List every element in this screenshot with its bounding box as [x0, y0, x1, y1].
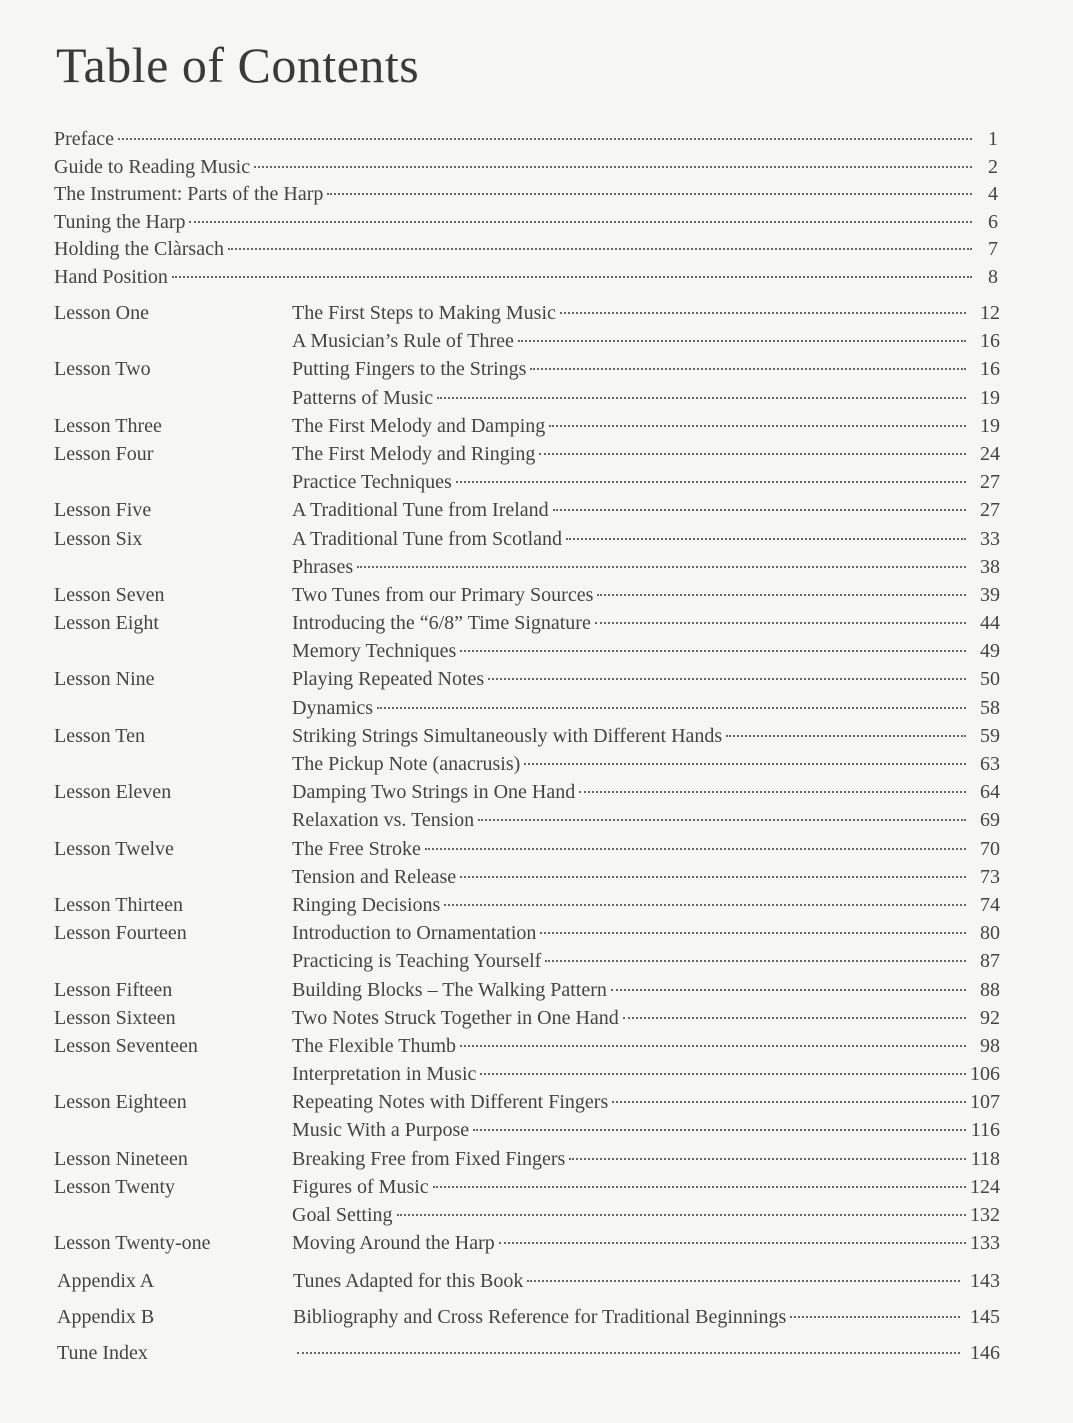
dot-leader [118, 138, 972, 140]
page-number: 49 [980, 640, 1000, 663]
entry-title: Practice Techniques [292, 471, 452, 494]
page-number: 87 [980, 950, 1000, 973]
entry-title: The Instrument: Parts of the Harp [54, 183, 324, 206]
section-label: Tune Index [57, 1342, 148, 1364]
section-label: Appendix B [57, 1306, 155, 1328]
lesson-label: Lesson Sixteen [54, 1006, 176, 1029]
lesson-label: Lesson Nine [54, 668, 155, 691]
dot-leader [478, 819, 966, 821]
dot-leader [433, 1186, 966, 1188]
toc-entry[interactable] [54, 722, 1000, 750]
dot-leader [597, 594, 966, 596]
toc-entry[interactable] [54, 525, 1000, 553]
lesson-label: Lesson Twenty [54, 1175, 175, 1198]
dot-leader [480, 1073, 966, 1075]
dot-leader [437, 397, 966, 399]
page-number: 73 [980, 865, 1000, 888]
entry-title: Repeating Notes with Different Fingers [292, 1091, 609, 1114]
page-number: 74 [980, 893, 1000, 916]
entry-title: Music With a Purpose [292, 1119, 470, 1142]
dot-leader [228, 248, 972, 250]
dot-leader [473, 1129, 966, 1131]
page-number: 16 [980, 330, 1000, 353]
page-number: 98 [980, 1034, 1000, 1057]
entry-title: Introduction to Ornamentation [292, 922, 537, 945]
dot-leader [530, 368, 966, 370]
dot-leader [553, 509, 966, 511]
toc-entry[interactable] [54, 581, 1000, 609]
toc-entry[interactable] [57, 1335, 1000, 1371]
page-number: 132 [970, 1204, 1000, 1226]
entry-title: Damping Two Strings in One Hand [292, 781, 576, 804]
dot-leader [566, 538, 966, 540]
dot-leader [545, 960, 966, 962]
lesson-label: Lesson Seventeen [54, 1034, 198, 1057]
lesson-label: Lesson Four [54, 442, 154, 465]
entry-title: Patterns of Music [292, 386, 434, 409]
toc-entry[interactable] [54, 181, 998, 209]
lesson-label: Lesson Fourteen [54, 922, 187, 945]
dot-leader [460, 876, 966, 878]
entry-title: A Traditional Tune from Scotland [292, 527, 563, 550]
toc-entry[interactable] [54, 236, 998, 264]
toc-entry[interactable] [54, 609, 1000, 637]
entry-title: Playing Repeated Notes [292, 668, 485, 691]
toc-entry[interactable] [54, 327, 1000, 355]
lesson-label: Lesson Five [54, 499, 152, 522]
toc-entry[interactable] [54, 750, 1000, 778]
entry-title: Putting Fingers to the Strings [292, 358, 527, 381]
toc-entry[interactable] [54, 553, 1000, 581]
toc-entry[interactable] [54, 1201, 1000, 1229]
toc-entry[interactable] [54, 496, 1000, 524]
lesson-label: Lesson Eleven [54, 781, 172, 804]
page-number: 64 [980, 781, 1000, 804]
dot-leader [569, 1158, 966, 1160]
page-number: 16 [980, 358, 1000, 381]
dot-leader [254, 166, 972, 168]
lesson-label: Lesson Ten [54, 724, 145, 747]
entry-title: Breaking Free from Fixed Fingers [292, 1147, 566, 1170]
page-number: 124 [970, 1175, 1000, 1198]
page-number: 19 [980, 386, 1000, 409]
dot-leader [357, 566, 966, 568]
lesson-label: Lesson Eight [54, 612, 159, 635]
entry-title: Holding the Clàrsach [54, 238, 224, 261]
toc-entry[interactable] [54, 126, 998, 154]
page-number: 24 [980, 442, 1000, 465]
toc-entry[interactable] [54, 976, 1000, 1004]
page-number: 4 [988, 183, 998, 206]
dot-leader [540, 932, 966, 934]
toc-entry[interactable] [57, 1263, 1000, 1299]
page-title: Table of Contents [56, 37, 420, 93]
entry-title: Introducing the “6/8” Time Signature [292, 612, 591, 635]
page-number: 1 [988, 128, 998, 150]
entry-title: Building Blocks – The Walking Pattern [292, 978, 607, 1001]
entry-title: Figures of Music [292, 1175, 429, 1198]
entry-title: Two Notes Struck Together in One Hand [292, 1006, 619, 1029]
entry-title: Ringing Decisions [292, 893, 441, 916]
lesson-label: Lesson Seven [54, 583, 165, 606]
page-number: 106 [970, 1063, 1000, 1086]
dot-leader [518, 340, 966, 342]
page-number: 39 [980, 583, 1000, 606]
page-number: 146 [970, 1342, 1000, 1364]
entry-title: Phrases [292, 555, 354, 578]
dot-leader [539, 453, 966, 455]
page-number: 27 [980, 499, 1000, 522]
toc-entry[interactable] [54, 468, 1000, 496]
dot-leader [611, 989, 966, 991]
entry-title: Dynamics [292, 696, 374, 719]
dot-leader [595, 622, 966, 624]
dot-leader [499, 1242, 966, 1244]
entry-title: Hand Position [54, 265, 168, 288]
toc-entry[interactable] [54, 440, 1000, 468]
toc-entry[interactable] [54, 694, 1000, 722]
dot-leader [397, 1214, 966, 1216]
entry-title: The First Melody and Ringing [292, 442, 536, 465]
back-matter-list [57, 1263, 1000, 1371]
lesson-label: Lesson One [54, 302, 149, 324]
page-number: 70 [980, 837, 1000, 860]
entry-title: Tension and Release [292, 865, 457, 888]
page-number: 7 [988, 238, 998, 261]
page-number: 19 [980, 414, 1000, 437]
toc-entry[interactable] [54, 264, 998, 292]
toc-entry[interactable] [54, 384, 1000, 412]
toc-entry[interactable] [54, 919, 1000, 947]
toc-entry[interactable] [54, 355, 1000, 383]
entry-title: Goal Setting [292, 1204, 393, 1226]
entry-title: The First Steps to Making Music [292, 302, 556, 324]
entry-title: The First Melody and Damping [292, 414, 546, 437]
dot-leader [460, 1045, 966, 1047]
entry-title: A Musician’s Rule of Three [292, 330, 514, 353]
lesson-label: Lesson Fifteen [54, 978, 173, 1001]
dot-leader [444, 904, 966, 906]
entry-title: Striking Strings Simultaneously with Different Hands [292, 724, 723, 747]
page-number: 92 [980, 1006, 1000, 1029]
dot-leader [377, 707, 966, 709]
toc-entry[interactable] [54, 1088, 1000, 1116]
toc-entry[interactable] [54, 299, 1000, 327]
page-number: 38 [980, 555, 1000, 578]
entry-title: The Pickup Note (anacrusis) [292, 753, 521, 775]
entry-title: A Traditional Tune from Ireland [292, 499, 549, 522]
dot-leader [297, 1352, 960, 1354]
toc-entry[interactable] [54, 1173, 1000, 1201]
page-number: 44 [980, 612, 1000, 635]
lesson-label: Lesson Thirteen [54, 893, 184, 916]
toc-entry[interactable] [54, 835, 1000, 863]
lesson-label: Lesson Six [54, 527, 143, 550]
page-number: 116 [970, 1119, 1000, 1142]
toc-entry[interactable] [54, 637, 1000, 665]
page-number: 145 [970, 1306, 1000, 1328]
section-label: Appendix A [57, 1270, 155, 1292]
dot-leader [172, 276, 972, 278]
page-number: 107 [970, 1091, 1000, 1114]
page-number: 2 [988, 155, 998, 178]
toc-entry[interactable] [54, 891, 1000, 919]
dot-leader [579, 791, 966, 793]
entry-title: Tuning the Harp [54, 210, 186, 233]
toc-entry[interactable] [54, 806, 1000, 834]
entry-title: Bibliography and Cross Reference for Traditional Beginnings [293, 1306, 787, 1328]
dot-leader [456, 481, 966, 483]
dot-leader [425, 848, 966, 850]
dot-leader [527, 1280, 960, 1282]
toc-entry[interactable] [54, 1145, 1000, 1173]
front-matter-list [54, 126, 998, 292]
toc-entry[interactable] [54, 1060, 1000, 1088]
toc-entry[interactable] [54, 1004, 1000, 1032]
toc-entry[interactable] [54, 947, 1000, 975]
page-number: 143 [970, 1270, 1000, 1292]
toc-entry[interactable] [57, 1299, 1000, 1335]
page-number: 27 [980, 471, 1000, 494]
toc-entry[interactable] [54, 412, 1000, 440]
page-number: 33 [980, 527, 1000, 550]
lesson-label: Lesson Eighteen [54, 1091, 187, 1114]
toc-entry[interactable] [54, 665, 1000, 693]
toc-entry[interactable] [54, 1116, 1000, 1144]
page-number: 8 [988, 265, 998, 288]
entry-title: Preface [54, 128, 114, 150]
page-number: 133 [970, 1232, 1000, 1255]
dot-leader [623, 1017, 966, 1019]
page-number: 6 [988, 210, 998, 233]
entry-title: Two Tunes from our Primary Sources [292, 583, 594, 606]
page-number: 118 [970, 1147, 1000, 1170]
dot-leader [460, 650, 966, 652]
lesson-label: Lesson Twelve [54, 837, 174, 860]
lesson-label: Lesson Nineteen [54, 1147, 188, 1170]
entry-title: Relaxation vs. Tension [292, 809, 475, 832]
dot-leader [524, 763, 966, 765]
page-number: 12 [980, 302, 1000, 324]
dot-leader [488, 678, 966, 680]
page-number: 63 [980, 753, 1000, 775]
entry-title: The Flexible Thumb [292, 1034, 457, 1057]
lesson-label: Lesson Two [54, 358, 151, 381]
dot-leader [549, 425, 966, 427]
lesson-label: Lesson Twenty-one [54, 1232, 211, 1255]
dot-leader [189, 221, 972, 223]
toc-entry[interactable] [54, 863, 1000, 891]
page-number: 69 [980, 809, 1000, 832]
entry-title: The Free Stroke [292, 837, 421, 860]
page-number: 50 [980, 668, 1000, 691]
toc-entry[interactable] [54, 778, 1000, 806]
toc-entry[interactable] [54, 1229, 1000, 1257]
toc-entry[interactable] [54, 154, 998, 182]
entry-title: Moving Around the Harp [292, 1232, 495, 1255]
entry-title: Practicing is Teaching Yourself [292, 950, 542, 973]
page-number: 59 [980, 724, 1000, 747]
lessons-list [54, 299, 1000, 1257]
entry-title: Guide to Reading Music [54, 155, 251, 178]
toc-entry[interactable] [54, 209, 998, 237]
entry-title: Tunes Adapted for this Book [293, 1270, 524, 1292]
dot-leader [612, 1101, 966, 1103]
page-number: 80 [980, 922, 1000, 945]
page-number: 88 [980, 978, 1000, 1001]
toc-entry[interactable] [54, 1032, 1000, 1060]
dot-leader [327, 193, 972, 195]
entry-title: Interpretation in Music [292, 1063, 477, 1086]
entry-title: Memory Techniques [292, 640, 457, 663]
page-number: 58 [980, 696, 1000, 719]
dot-leader [790, 1316, 960, 1318]
dot-leader [560, 312, 966, 314]
lesson-label: Lesson Three [54, 414, 162, 437]
dot-leader [726, 735, 966, 737]
